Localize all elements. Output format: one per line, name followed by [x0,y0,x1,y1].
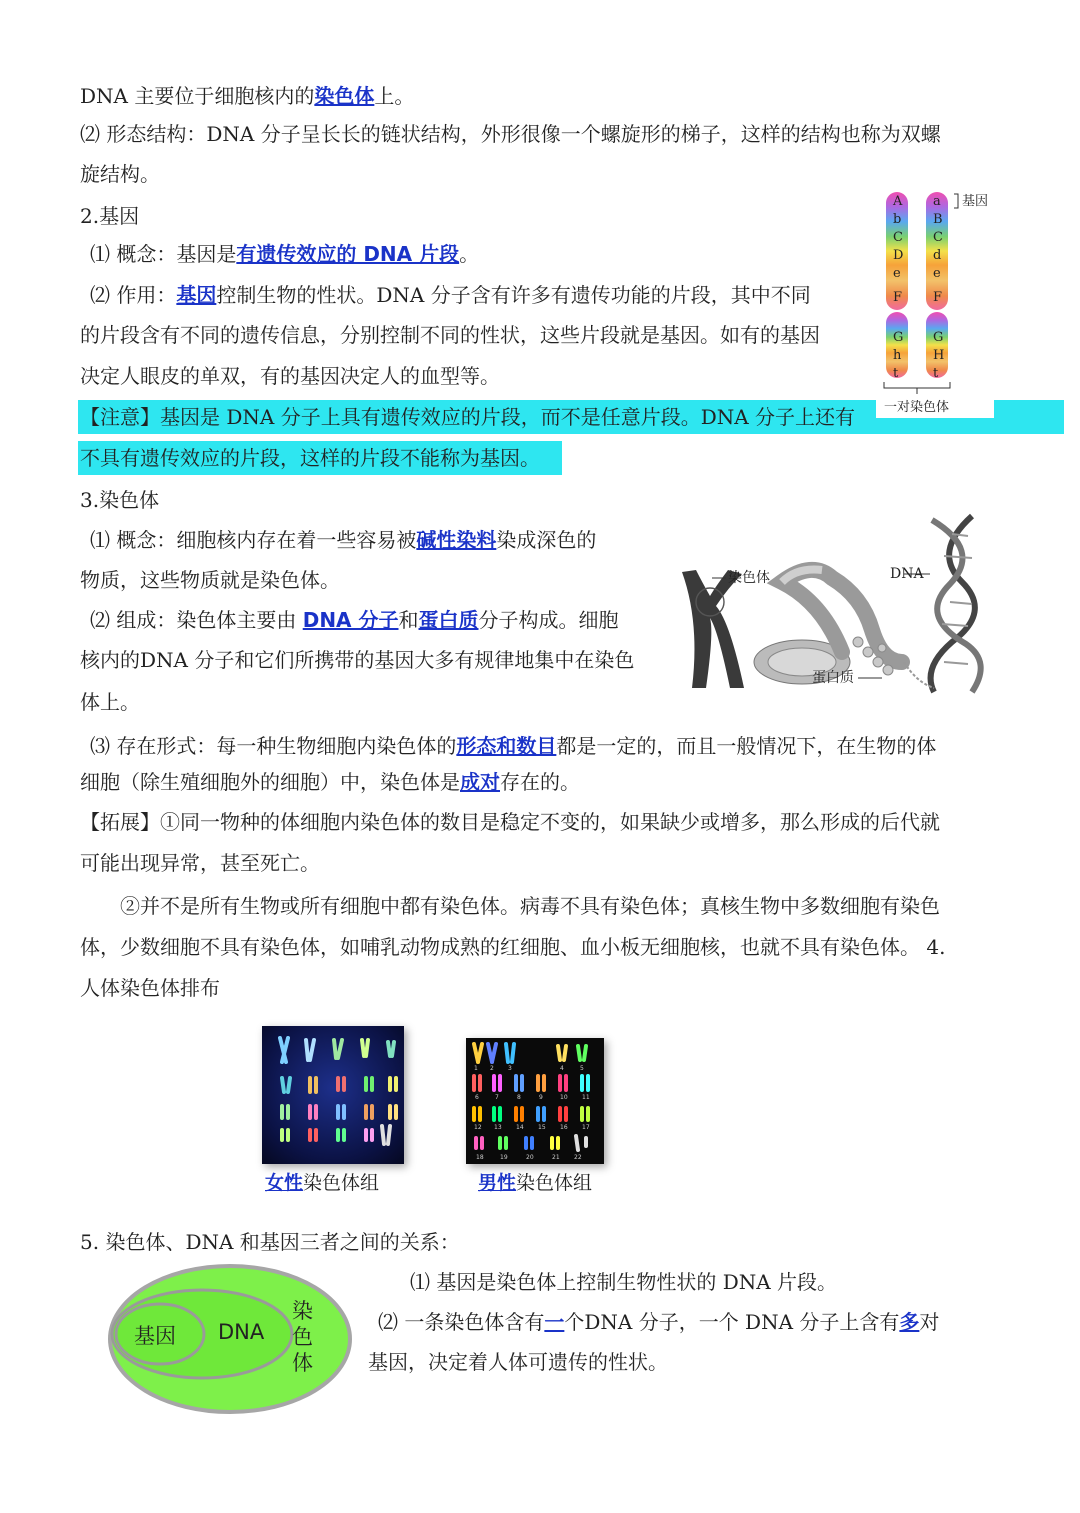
keyword-female: 女性 [265,1172,304,1194]
caption-male [478,1170,592,1196]
chromosome-number: 3 [508,1065,512,1072]
gene-label: 基因 [962,194,989,209]
chromosome-number: 12 [474,1124,482,1131]
gene-letter: H [933,348,945,363]
text: ⑶ 存在形式：每一种生物细胞内染色体的 [90,734,457,758]
text: 染成深色的 [496,528,597,552]
chromosome-number: 13 [494,1124,502,1131]
text: 分子构成。细胞 [478,608,619,632]
gene-letter: F [893,290,903,305]
gene-function-line2: 的片段含有不同的遗传信息，分别控制不同的性状，这些片段就是基因。如有的基因 [80,323,820,347]
gene-letter: a [933,194,941,209]
label-protein: 蛋白质 [812,670,854,686]
text: DNA 主要位于细胞核内的 [80,84,315,108]
chromosome-number: 17 [582,1124,590,1131]
text: 控制生物的性状。DNA 分子含有许多有遗传功能的片段，其中不同 [216,283,811,307]
chromosome-number: 4 [560,1065,564,1072]
venn-label-dna: DNA [218,1320,265,1344]
gene-concept [90,240,479,268]
text: ⑵ 组成：染色体主要由 [90,608,303,632]
chromosome-number: 2 [490,1065,494,1072]
extension-line1: 【拓展】①同一物种的体细胞内染色体的数目是稳定不变的，如果缺少或增多，那么形成的后代就 [80,810,940,834]
chromosome-concept-line2: 物质，这些物质就是染色体。 [80,568,340,592]
text: 染色体组 [303,1172,380,1194]
extension-line2: 可能出现异常，甚至死亡。 [80,851,320,875]
gene-letter: C [893,230,903,245]
keyword-dna-molecule: DNA 分子 [302,608,399,632]
keyword-paired: 成对 [460,770,500,794]
keyword-male: 男性 [478,1172,517,1194]
venn-label-chromosome: 染色体 [292,1299,313,1375]
keyword-basic-dye: 碱性染料 [416,528,497,552]
extension-line4: 体，少数细胞不具有染色体，如哺乳动物成熟的红细胞、血小板无细胞核，也就不具有染色体。 4. [80,935,946,959]
chromosome-concept-line1 [90,526,596,554]
karyotype-numbers [466,1038,604,1164]
chromosome-form-line1 [90,732,936,760]
figure-chromosome-pair [876,186,994,418]
chromosome-number: 20 [526,1154,534,1161]
pair-label: 一对染色体 [884,400,950,415]
keyword-gene: 基因 [176,283,217,307]
text: 个DNA 分子，一个 DNA 分子上含有 [564,1310,900,1334]
chromosome-number: 21 [552,1154,560,1161]
gene-letter: e [933,266,941,281]
text: 对 [919,1310,940,1334]
text: 染色体组 [516,1172,593,1194]
text: 和 [398,608,419,632]
chromosome-number: 8 [517,1094,521,1101]
venn-diagram [106,1262,356,1416]
keyword-shape-and-number: 形态和数目 [456,734,557,758]
paragraph-structure-line1: ⑵ 形态结构：DNA 分子呈长长的链状结构，外形很像一个螺旋形的梯子，这样的结构也称为双螺 [80,122,941,146]
gene-letter: G [893,330,904,345]
female-chromosomes [262,1026,404,1164]
gene-function-line3: 决定人眼皮的单双，有的基因决定人的血型等。 [80,364,500,388]
chromosome-number: 7 [495,1094,499,1101]
chromosome-number: 9 [539,1094,543,1101]
text: ⑵ 作用： [90,283,177,307]
extension-line5: 人体染色体排布 [80,976,220,1000]
gene-letter: A [893,194,903,209]
note-line1: 【注意】基因是 DNA 分子上具有遗传效应的片段，而不是任意片段。DNA 分子上还有 [80,405,856,429]
text: ⑴ 概念：细胞核内存在着一些容易被 [90,528,417,552]
paragraph-dna-location [80,82,414,110]
relationship-point1: ⑴ 基因是染色体上控制生物性状的 DNA 片段。 [410,1270,838,1294]
extension-line3: ②并不是所有生物或所有细胞中都有染色体。病毒不具有染色体；真核生物中多数细胞有染色 [120,894,940,918]
chromosome-number: 6 [475,1094,479,1101]
caption-female [265,1170,379,1196]
chromosome-composition-line2: 核内的DNA 分子和它们所携带的基因大多有规律地集中在染色 [80,648,635,672]
section-title-relationship: 5. 染色体、DNA 和基因三者之间的关系： [80,1230,460,1254]
chromosome-form-line2 [80,768,580,796]
text: 细胞（除生殖细胞外的细胞）中，染色体是 [80,770,460,794]
male-karyotype-image [466,1038,604,1164]
text: ⑴ 概念：基因是 [90,242,237,266]
gene-letter: F [933,290,943,305]
gene-letter: B [933,212,943,227]
keyword-many: 多 [899,1310,920,1334]
gene-letter: d [933,248,942,263]
paragraph-structure-line2: 旋结构。 [80,162,160,186]
gene-letter: C [933,230,943,245]
chromosome-number: 19 [500,1154,508,1161]
gene-function-line1 [90,281,811,309]
gene-letter: G [933,330,944,345]
figure-chromosome-dna [672,512,1000,696]
keyword-gene-definition: 有遗传效应的 DNA 片段 [236,242,460,266]
venn-label-gene: 基因 [134,1324,176,1348]
chromosome-composition-line1 [90,606,619,634]
gene-letter: t [893,366,899,381]
section-title-gene: 2.基因 [80,204,140,228]
female-karyotype-image [262,1026,404,1164]
chromosome-number: 11 [582,1094,590,1101]
text: 存在的。 [500,770,580,794]
chromosome-number: 15 [538,1124,546,1131]
label-dna: DNA [890,566,924,582]
relationship-point2-line2: 基因，决定着人体可遗传的性状。 [368,1350,668,1374]
chromosome-number: 18 [476,1154,484,1161]
gene-letter: e [893,266,901,281]
chromosome-number: 14 [516,1124,524,1131]
text: 。 [459,242,480,266]
gene-letter: t [933,366,939,381]
text: 都是一定的，而且一般情况下，在生物的体 [556,734,937,758]
keyword-protein: 蛋白质 [418,608,479,632]
text: ⑵ 一条染色体含有 [378,1310,545,1334]
gene-letter: b [893,212,902,227]
chromosome-composition-line3: 体上。 [80,690,140,714]
label-chromosome: 染色体 [728,570,770,586]
chromosome-number: 5 [580,1065,584,1072]
chromosome-number: 1 [474,1065,478,1072]
chromosome-number: 22 [574,1154,582,1161]
gene-letter: h [893,348,902,363]
keyword-one: 一 [544,1310,565,1334]
relationship-point2-line1 [378,1308,939,1336]
note-line2: 不具有遗传效应的片段，这样的片段不能称为基因。 [80,446,540,470]
chromosome-dna-illustration [672,512,1000,696]
section-title-chromosome: 3.染色体 [80,488,160,512]
text: 上。 [374,84,415,108]
gene-letter: D [893,248,904,263]
keyword-chromosome: 染色体 [314,84,375,108]
chromosome-number: 10 [560,1094,568,1101]
chromosome-number: 16 [560,1124,568,1131]
